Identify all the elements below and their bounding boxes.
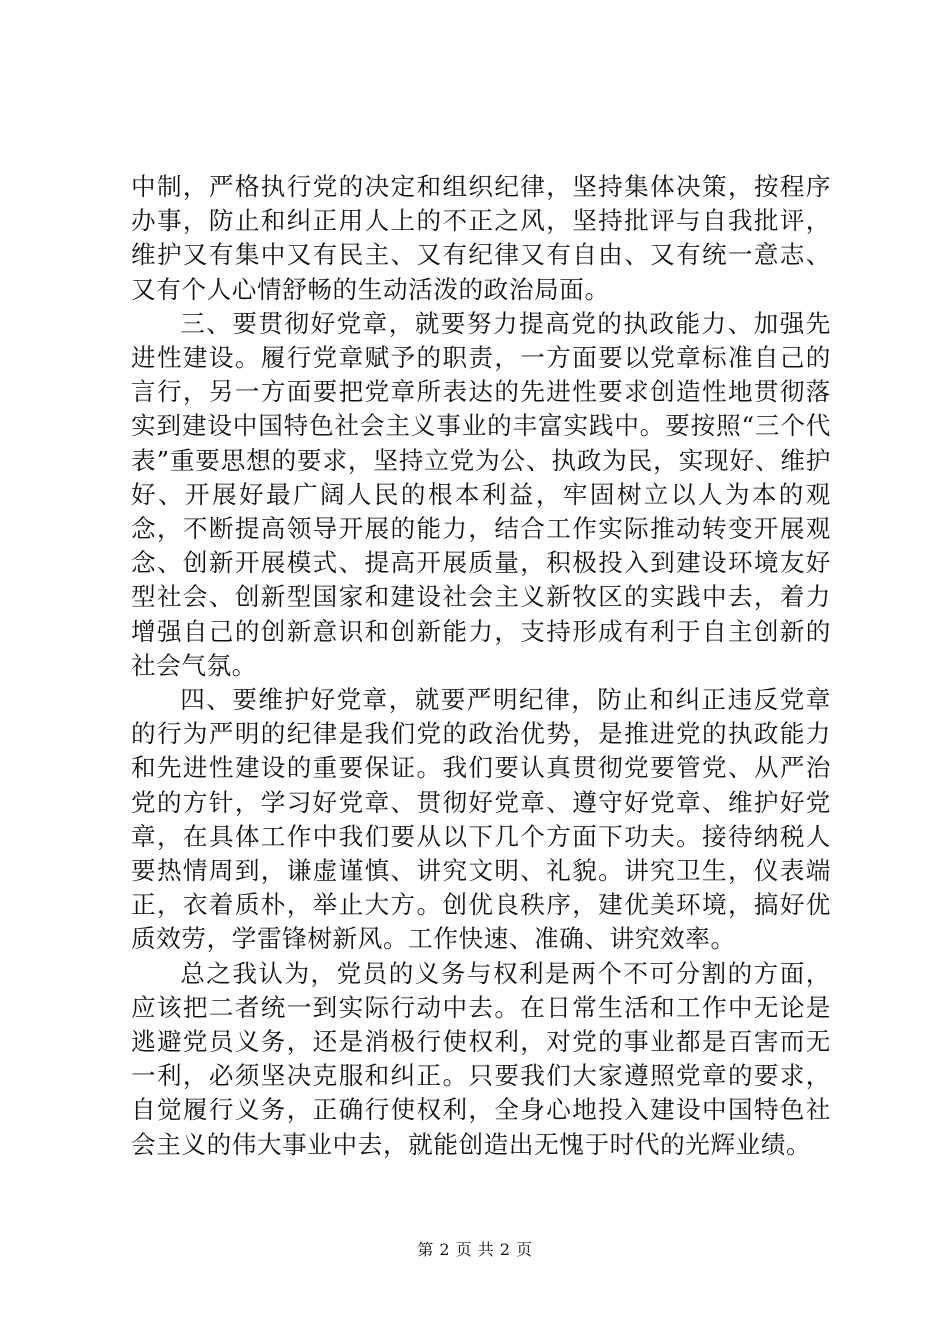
paragraph-continuation: 中制，严格执行党的决定和组织纪律，坚持集体决策，按程序办事，防止和纠正用人上的不正之风，坚持批评与自我批评，维护又有集中又有民主、又有纪律又有自由、又有统一意志、又有个人心情舒畅的生动活泼的政治局面。 <box>131 172 831 304</box>
page-footer: 第 2 页 共 2 页 <box>417 1240 533 1259</box>
paragraph-conclusion: 总之我认为，党员的义务与权利是两个不可分割的方面，应该把二者统一到实际行动中去。在日常生活和工作中无论是逃避党员义务，还是消极行使权利，对党的事业都是百害而无一利，必须坚决克服和纠正。只要我们大家遵照党章的要求，自觉履行义务，正确行使权利，全身心地投入建设中国特色社会主义的伟大事业中去，就能创造出无愧于时代的光辉业绩。 <box>131 958 831 1159</box>
document-body <box>131 170 831 1162</box>
paragraph-section-three: 三、要贯彻好党章，就要努力提高党的执政能力、加强先进性建设。履行党章赋予的职责，一方面要以党章标准自己的言行，另一方面要把党章所表达的先进性要求创造性地贯彻落实到建设中国特色社会主义事业的丰富实践中。要按照“三个代表”重要思想的要求，坚持立党为公、执政为民，实现好、维护好、开展好最广阔人民的根本利益，牢固树立以人为本的观念，不断提高领导开展的能力，结合工作实际推动转变开展观念、创新开展模式、提高开展质量，积极投入到建设环境友好型社会、创新型国家和建设社会主义新牧区的实践中去，着力增强自己的创新意识和创新能力，支持形成有利于自主创新的社会气氛。 <box>131 308 831 680</box>
paragraph-section-four: 四、要维护好党章，就要严明纪律，防止和纠正违反党章的行为严明的纪律是我们党的政治优势，是推进党的执政能力和先进性建设的重要保证。我们要认真贯彻党要管党、从严治党的方针，学习好党章、贯彻好党章、遵守好党章、维护好党章，在具体工作中我们要从以下几个方面下功夫。接待纳税人要热情周到，谦虚谨慎、讲究文明、礼貌。讲究卫生，仪表端正，衣着质朴，举止大方。创优良秩序，建优美环境，搞好优质效劳，学雷锋树新风。工作快速、准确、讲究效率。 <box>131 685 831 954</box>
